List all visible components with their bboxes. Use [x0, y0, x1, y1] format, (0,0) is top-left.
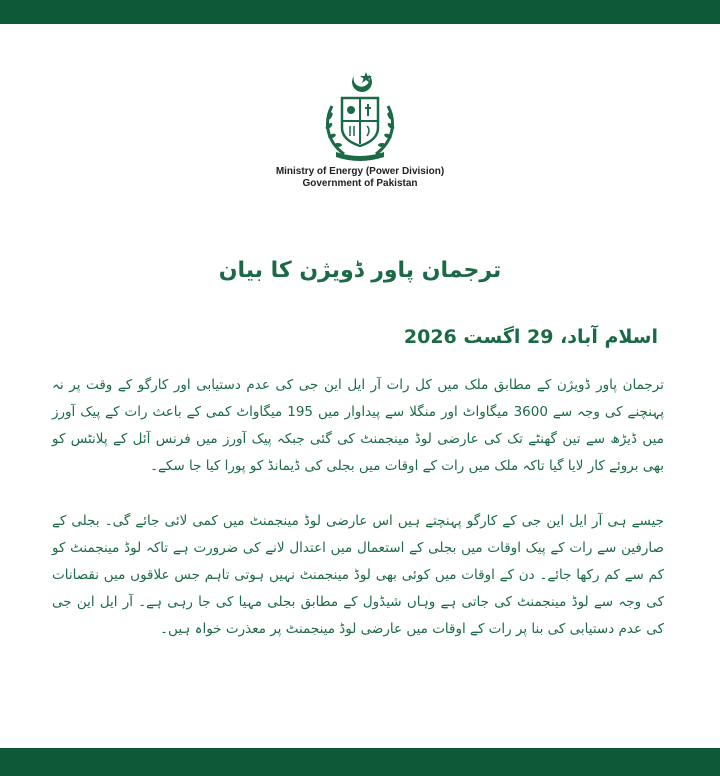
top-green-band [0, 0, 720, 24]
government-name: Government of Pakistan [302, 178, 418, 189]
statement-title: ترجمان پاور ڈویژن کا بیان [218, 258, 502, 283]
statement-paragraph-2: جیسے ہی آر ایل این جی کے کارگو پہنچتے ہیں اس عارضی لوڈ مینجمنٹ میں کمی لائی جائے گی۔ بجلی کے صارفین سے رات کے پیک اوقات میں بجلی کے استعمال میں اعتدال لانے کی ضرورت ہے تاکہ لوڈ مینجمنٹ کو کم سے کم رکھا جائے۔ دن کے اوقات میں کوئی بھی لوڈ مینجمنٹ نہیں ہوتی تاہم جس علاقوں میں نقصانات کی وجہ سے لوڈ مینجمنٹ کی جاتی ہے وہاں شیڈول کے مطابق بجلی مہیا کی جا رہی ہے۔ آر ایل این جی کی عدم دستیابی کی بنا پر رات کے اوقات میں عارضی لوڈ مینجمنٹ پر معذرت خواہ ہیں۔ [52, 513, 664, 637]
bottom-green-band [0, 748, 720, 776]
statement-paragraph-1: ترجمان پاور ڈویژن کے مطابق ملک میں کل رات آر ایل این جی کی عدم دستیابی اور کارگو کے وقت پر نہ پہنچنے کی وجہ سے 3600 میگاواٹ اور منگلا سے پیداوار میں 195 میگاواٹ کمی کے باعث رات کے پیک آورز میں ڈیڑھ سے تین گھنٹے تک کی عارضی لوڈ مینجمنٹ کی گئی جبکہ پیک آورز میں فرنس آئل کے پلانٹس کو بھی بروئے کار لایا گیا تاکہ ملک میں رات کے اوقات میں بجلی کی ڈیمانڈ کو پورا کیا جا سکے۔ [52, 377, 664, 474]
government-emblem-icon [310, 66, 410, 166]
dateline: اسلام آباد، 29 اگست 2026 [403, 326, 658, 348]
ministry-name: Ministry of Energy (Power Division) [275, 166, 445, 177]
